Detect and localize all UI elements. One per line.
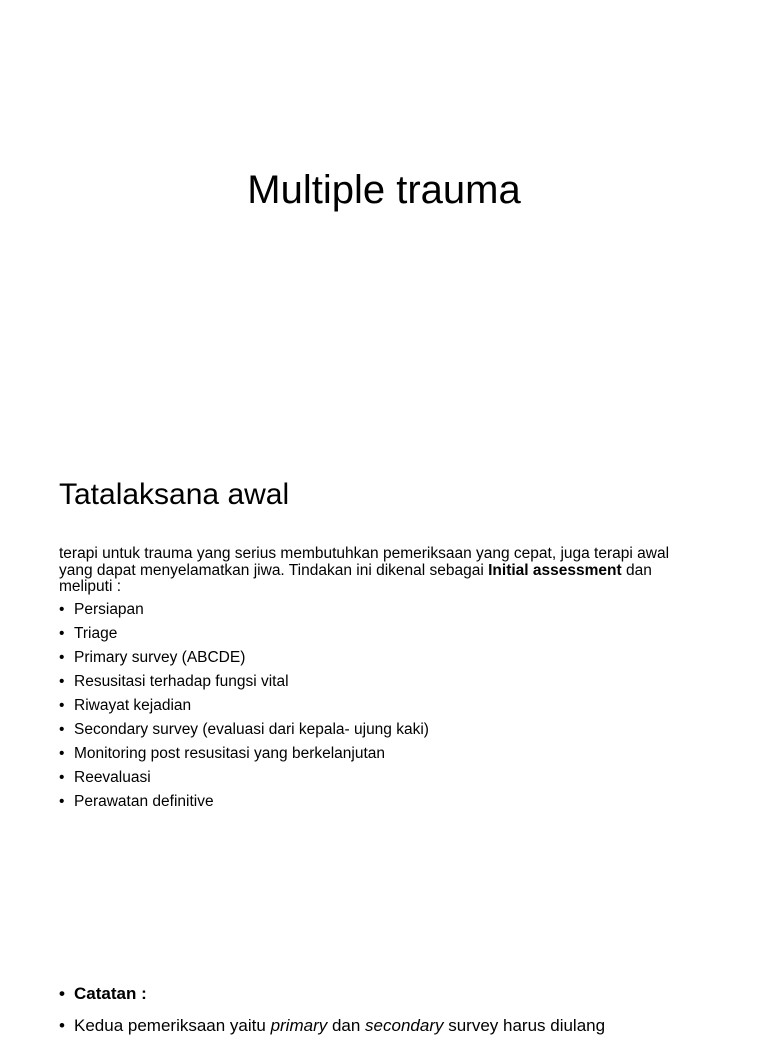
bullet-icon: •	[59, 649, 65, 666]
bullet-icon: •	[59, 1016, 65, 1035]
list-item-label: Reevaluasi	[74, 769, 151, 786]
list-item	[59, 790, 429, 814]
bullet-icon: •	[59, 984, 65, 1003]
list-item-label: Triage	[74, 625, 118, 642]
intro-text: terapi untuk trauma yang serius membutuhkan pemeriksaan yang cepat, juga terapi awal yang dapat menyelamatkan jiwa. Tindakan ini dikenal sebagai	[59, 545, 670, 579]
notes-italic-primary: primary	[270, 1016, 328, 1035]
bullet-icon: •	[59, 673, 65, 690]
list-item-label: Primary survey (ABCDE)	[74, 649, 246, 666]
list-item	[59, 670, 429, 694]
list-item	[59, 622, 429, 646]
notes-text-b: dan	[327, 1016, 366, 1035]
notes-list	[59, 981, 147, 1007]
list-item-label: Secondary survey (evaluasi dari kepala- ujung kaki)	[74, 721, 429, 738]
notes-text-a: Kedua pemeriksaan yaitu	[74, 1016, 271, 1035]
notes-text-c: survey harus diulang	[443, 1016, 606, 1035]
bullet-icon: •	[59, 793, 65, 810]
assessment-steps-list	[59, 598, 429, 814]
bullet-icon: •	[59, 769, 65, 786]
slide-notes	[0, 864, 768, 1035]
list-item	[59, 766, 429, 790]
bullet-icon: •	[59, 721, 65, 738]
intro-tail: dan meliputi :	[59, 561, 652, 595]
notes-italic-secondary: secondary	[365, 1016, 444, 1035]
slide-title	[0, 0, 768, 432]
slide-heading: Tatalaksana awal	[59, 478, 290, 511]
list-item-label: Monitoring post resusitasi yang berkelanjutan	[74, 745, 386, 762]
notes-label: Catatan :	[74, 984, 147, 1003]
bullet-icon: •	[59, 601, 65, 618]
list-item-label: Persiapan	[74, 601, 144, 618]
intro-bold-term: Initial assessment	[488, 561, 622, 579]
notes-sub-item	[59, 1014, 605, 1038]
list-item	[59, 598, 429, 622]
bullet-icon: •	[59, 697, 65, 714]
list-item-label: Perawatan definitive	[74, 793, 214, 810]
presentation-title: Multiple trauma	[247, 168, 521, 212]
list-item	[59, 718, 429, 742]
list-item	[59, 981, 147, 1007]
slide-initial-management	[0, 432, 768, 864]
list-item	[59, 646, 429, 670]
list-item	[59, 742, 429, 766]
list-item	[59, 694, 429, 718]
list-item-label: Riwayat kejadian	[74, 697, 192, 714]
intro-paragraph	[59, 546, 689, 596]
bullet-icon: •	[59, 745, 65, 762]
list-item-label: Resusitasi terhadap fungsi vital	[74, 673, 289, 690]
bullet-icon: •	[59, 625, 65, 642]
